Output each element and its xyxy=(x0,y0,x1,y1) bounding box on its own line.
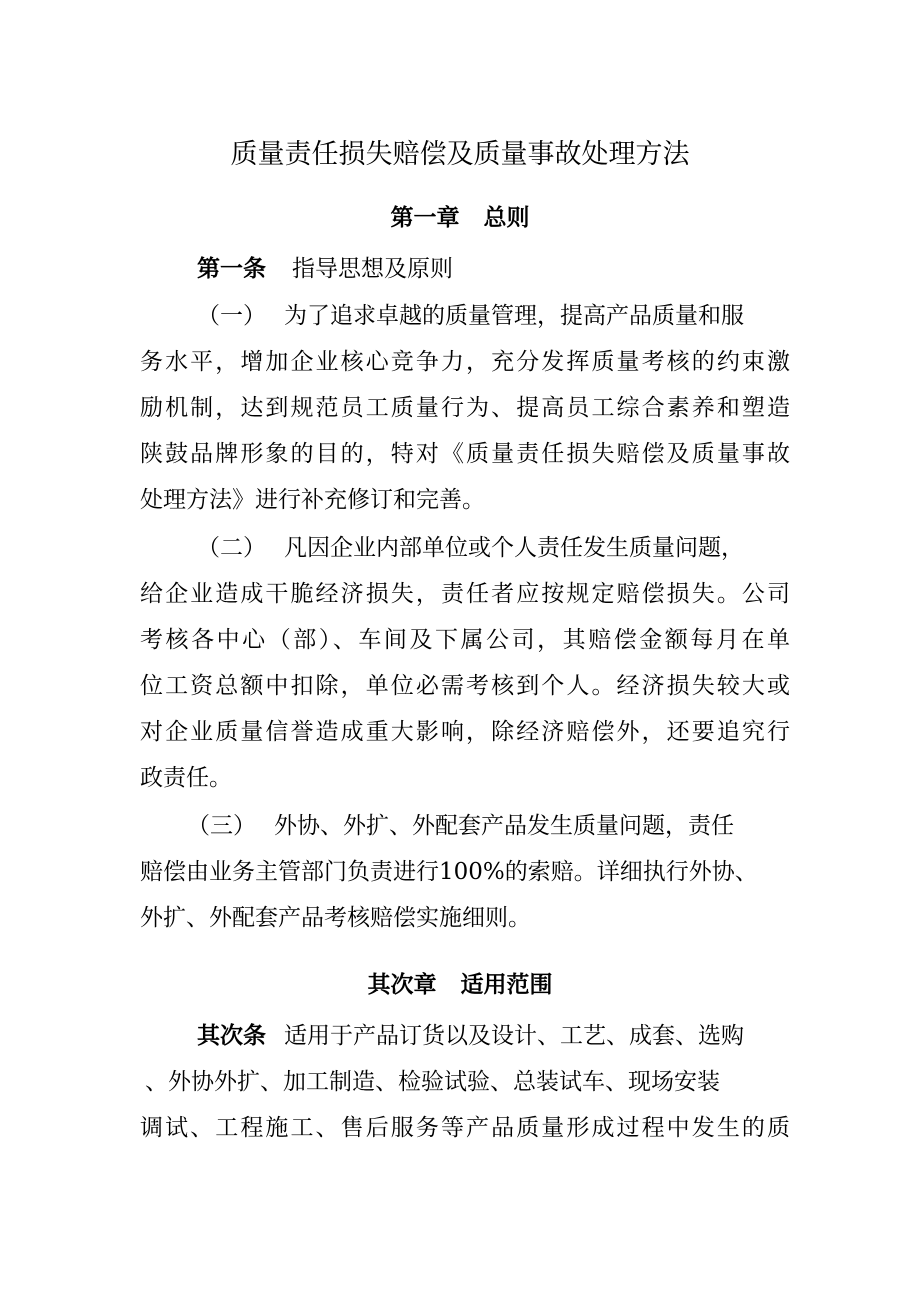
chapter-number: 其次章 xyxy=(367,972,437,998)
paragraph-marker: （三） xyxy=(187,813,256,839)
chapter-heading-2 xyxy=(0,966,920,999)
chapter-number: 第一章 xyxy=(390,205,460,231)
paragraph-marker: （一） xyxy=(197,303,266,329)
paragraph-1-line-4: 陕鼓品牌形象的目的，特对《质量责任损失赔偿及质量事故 xyxy=(140,441,790,467)
article-label: 第一条 xyxy=(197,256,266,282)
paragraph-1-line-5: 处理方法》进行补充修订和完善。 xyxy=(140,487,485,513)
paragraph-2-line-4: 位工资总额中扣除，单位必需考核到个人。经济损失较大或 xyxy=(140,673,790,699)
paragraph-text: 外协、外扩、外配套产品发生质量问题，责任 xyxy=(274,813,734,839)
paragraph-3-line-3: 外扩、外配套产品考核赔偿实施细则。 xyxy=(140,905,531,931)
paragraph-text: 凡因企业内部单位或个人责任发生质量问题， xyxy=(284,535,744,561)
chapter-heading-1 xyxy=(0,199,920,232)
article-2-line-1 xyxy=(197,1025,790,1048)
paragraph-3-line-1 xyxy=(187,815,790,838)
paragraph-2-line-6: 政责任。 xyxy=(140,765,232,791)
paragraph-2-line-5: 对企业质量信誉造成重大影响，除经济赔偿外，还要追究行 xyxy=(140,719,790,745)
paragraph-2-line-1 xyxy=(197,537,790,560)
chapter-name: 适用范围 xyxy=(460,972,553,998)
article-label: 其次条 xyxy=(197,1023,266,1049)
paragraph-marker: （二） xyxy=(197,535,266,561)
paragraph-1-line-3: 励机制，达到规范员工质量行为、提高员工综合素养和塑造 xyxy=(140,395,790,421)
article-heading-1 xyxy=(197,258,847,281)
article-text: 适用于产品订货以及设计、工艺、成套、选购 xyxy=(284,1023,744,1049)
article-heading-text: 指导思想及原则 xyxy=(292,256,453,282)
paragraph-2-line-3: 考核各中心（部）、车间及下属公司，其赔偿金额每月在单 xyxy=(140,627,790,653)
article-2-line-2: 、外协外扩、加工制造、检验试验、总装试车、现场安装 xyxy=(145,1069,720,1095)
chapter-name: 总则 xyxy=(483,205,530,231)
article-2-line-3: 调试、工程施工、售后服务等产品质量形成过程中发生的质 xyxy=(140,1115,790,1141)
paragraph-1-line-1 xyxy=(197,305,790,328)
paragraph-text: 为了追求卓越的质量管理，提高产品质量和服 xyxy=(284,303,744,329)
document-title: 质量责任损失赔偿及质量事故处理方法 xyxy=(230,139,690,170)
paragraph-1-line-2: 务水平，增加企业核心竞争力，充分发挥质量考核的约束激 xyxy=(140,349,790,375)
paragraph-2-line-2: 给企业造成干脆经济损失，责任者应按规定赔偿损失。公司 xyxy=(140,581,790,607)
paragraph-3-line-2: 赔偿由业务主管部门负责进行100%的索赔。详细执行外协、 xyxy=(140,859,758,885)
